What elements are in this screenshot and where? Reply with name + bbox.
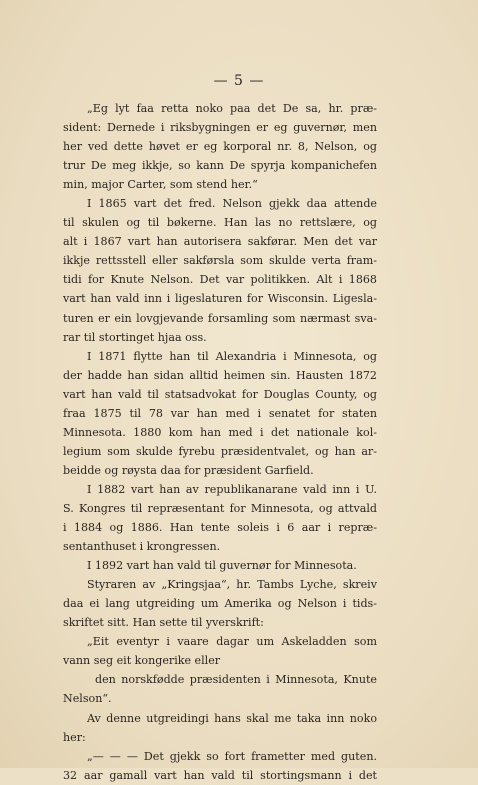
text-line: sentanthuset i krongressen.	[63, 540, 221, 554]
text-line: vart han vald inn i ligeslaturen for Wisconsin. Ligesla-	[63, 292, 377, 306]
text-line: I 1871 flytte han til Alexandria i Minnesota, og	[87, 349, 377, 363]
text-line: S. Kongres til repræsentant for Minnesota, og attvald	[63, 501, 377, 515]
text-line: her:	[63, 730, 86, 744]
text-line: „Eg lyt faa retta noko paa det De sa, hr. præ-	[87, 102, 377, 115]
text-line: I 1892 vart han vald til guvernør for Minnesota.	[87, 559, 357, 573]
text-line: Av denne utgreidingi hans skal me taka inn noko	[87, 711, 377, 725]
text-line: I 1882 vart han av republikanarane vald inn i U.	[87, 482, 377, 496]
text-line: fraa 1875 til 78 var han med i senatet for staten	[63, 406, 377, 420]
text-line: I 1865 vart det fred. Nelson gjekk daa attende	[87, 197, 377, 211]
text-line: rar til stortinget hjaa oss.	[63, 330, 207, 344]
text-line: min, major Carter, som stend her.“	[63, 178, 258, 192]
text-line: beidde og røysta daa for præsident Garfield.	[63, 463, 314, 477]
text-line: sident: Dernede i riksbygningen er eg guvernør, men	[63, 121, 377, 135]
text-line: her ved dette høvet er eg korporal nr. 8, Nelson, og	[63, 140, 377, 154]
text-line: „Eit eventyr i vaare dagar um Askeladden som	[87, 635, 377, 649]
body-text	[63, 99, 377, 785]
text-line: 32 aar gamall vart han vald til stortingsmann i det	[63, 768, 377, 782]
text-line: „— — — Det gjekk so fort frametter med guten.	[87, 749, 377, 763]
text-line: til skulen og til bøkerne. Han las no rettslære, og	[63, 216, 377, 230]
text-line: daa ei lang utgreiding um Amerika og Nelson i tids-	[63, 597, 377, 611]
text-line: ikkje rettsstell eller sakførsla som skulde verta fram-	[63, 254, 377, 268]
page-number: — 5 —	[213, 73, 265, 89]
text-line: i 1884 og 1886. Han tente soleis i 6 aar i repræ-	[63, 521, 377, 535]
text-line: Minnesota. 1880 kom han med i det nationale kol-	[63, 425, 377, 439]
text-line: turen er ein lovgjevande forsamling som nærmast sva-	[63, 311, 377, 325]
text-line: den norskfødde præsidenten i Minnesota, Knute	[95, 673, 377, 687]
text-line: Styraren av „Kringsjaa“, hr. Tambs Lyche, skreiv	[87, 578, 377, 592]
text-line: tidi for Knute Nelson. Det var politikken. Alt i 1868	[63, 273, 377, 287]
text-line: vart han vald til statsadvokat for Douglas County, og	[63, 387, 377, 401]
text-line: Nelson“.	[63, 692, 112, 706]
text-line: trur De meg ikkje, so kann De spyrja kompanichefen	[63, 159, 377, 173]
text-line: vann seg eit kongerike eller	[63, 654, 221, 668]
text-line: skriftet sitt. Han sette til yverskrift:	[63, 616, 264, 630]
text-line: der hadde han sidan alltid heimen sin. Hausten 1872	[63, 368, 377, 382]
text-line: alt i 1867 vart han autorisera sakførar. Men det var	[63, 235, 377, 249]
text-line: legium som skulde fyrebu præsidentvalet, og han ar-	[63, 444, 377, 458]
